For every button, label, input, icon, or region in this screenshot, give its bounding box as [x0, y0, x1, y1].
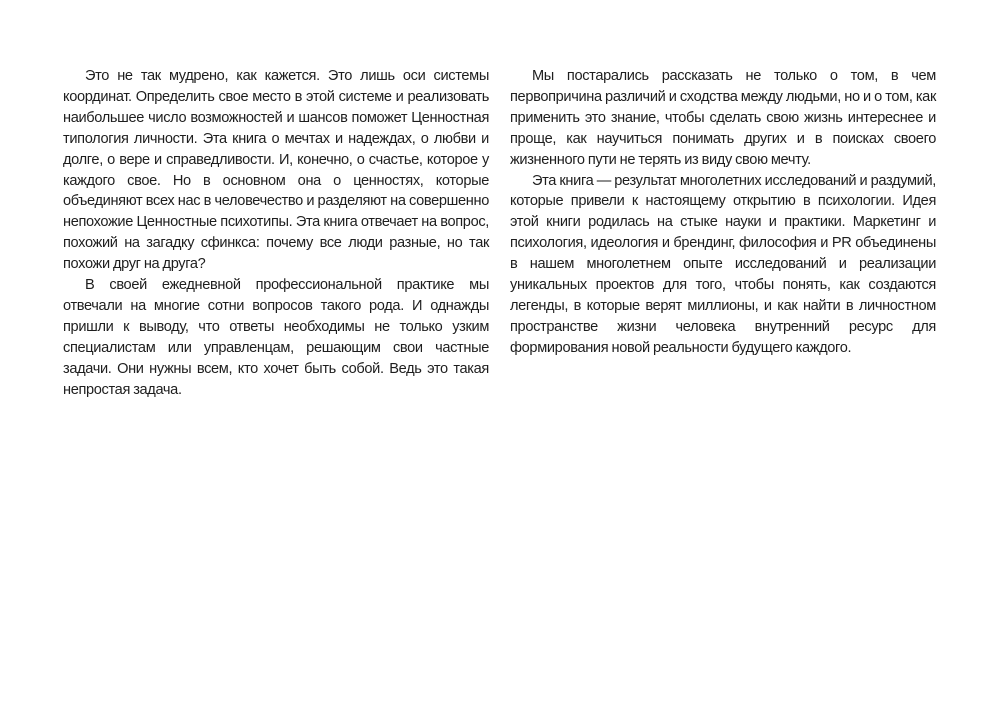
paragraph: В своей ежедневной профессиональной практике мы отвечали на многие сотни вопросов такого рода. И однажды пришли к выводу, что ответы необходимы не только узким специалистам или управленцам, решающим свои частные задачи. Они нужны всем, кто хочет быть собой. Ведь это такая непростая задача.: [63, 277, 489, 398]
paragraph: Это не так мудрено, как кажется. Это лишь оси системы координат. Определить свое место в этой системе и реализовать наибольшее число возможностей и шансов поможет Ценностная типология личности. Эта книга о мечтах и надеждах, о любви и долге, о вере и справедливости. И, конечно, о счастье, которое у каждого свое. Но в основном она о ценностях, которые объединяют всех нас в человечество и разделяют на совершенно непохожие Ценностные психотипы. Эта книга отвечает на вопрос, похожий на загадку сфинкса: почему все люди разные, но так похожи друг на друга?: [63, 68, 489, 273]
paragraph: Эта книга — результат многолетних исследований и раздумий, которые привели к настоящему открытию в психологии. Идея этой книги родилась на стыке науки и практики. Маркетинг и психология, идеология и брендинг, философия и PR объединены в нашем многолетнем опыте исследований и реализации уникальных проектов для того, чтобы понять, как создаются легенды, в которые верят миллионы, и как найти в личностном пространстве жизни человека внутренний ресурс для формирования новой реальности будущего каждого.: [510, 172, 936, 356]
right-text-column: [510, 66, 936, 359]
left-text-column: [63, 66, 489, 401]
paragraph: Мы постарались рассказать не только о том, в чем первопричина различий и сходства между людьми, но и о том, как применить это знание, чтобы сделать свою жизнь интереснее и проще, как научиться понимать других и в поисках своего жизненного пути не терять из виду свою мечту.: [510, 68, 936, 168]
